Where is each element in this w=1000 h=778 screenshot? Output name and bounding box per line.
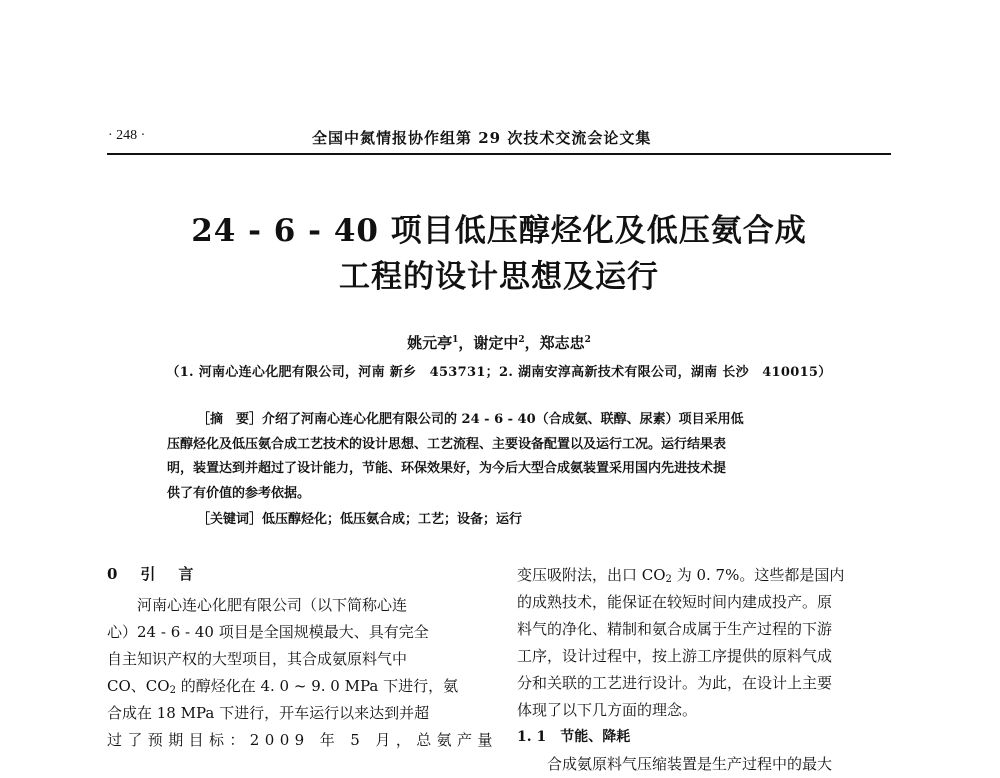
text-fragment: 变压吸附法，出口 CO: [517, 566, 666, 584]
text-fragment: 为 0. 7%。这些都是国内: [671, 566, 845, 584]
paragraph-line: 体现了以下几方面的理念。: [517, 701, 698, 719]
paragraph-line: 工序，设计过程中，按上游工序提供的原料气成: [517, 647, 833, 665]
page-number: · 248 ·: [108, 128, 146, 143]
paragraph-line: 河南心连心化肥有限公司（以下简称心连: [137, 596, 408, 614]
paper-title-line2: 工程的设计思想及运行: [339, 259, 659, 295]
subsection-heading: 1. 1 节能、降耗: [517, 729, 631, 745]
abstract-line: 供了有价值的参考依据。: [167, 485, 311, 501]
paragraph-line: 合成在 18 MPa 下进行，开车运行以来达到并超: [107, 704, 430, 722]
author-list: [107, 332, 891, 353]
affiliations: （1. 河南心连心化肥有限公司，河南 新乡 453731；2. 湖南安淳高新技术有限公司，湖南 长沙 410015）: [166, 365, 832, 380]
paragraph-line: 料气的净化、精制和氨合成属于生产过程的下游: [517, 620, 833, 638]
author-affil-marker: 2: [584, 335, 591, 345]
paragraph-line: 过了预期目标：2009 年 5 月，总氨产量: [107, 731, 498, 749]
author-separator: ，: [458, 334, 474, 352]
paragraph-line: 心）24 - 6 - 40 项目是全国规模最大、具有完全: [107, 623, 429, 641]
paper-title-line1: 24 - 6 - 40 项目低压醇烃化及低压氨合成: [191, 213, 807, 249]
abstract: [167, 408, 831, 506]
paragraph-line: 的成熟技术，能保证在较短时间内建成投产。原: [517, 593, 833, 611]
author-name: 姚元亭: [407, 334, 453, 352]
author-affil-marker: 2: [518, 335, 525, 345]
abstract-line: 明，装置达到并超过了设计能力，节能、环保效果好，为今后大型合成氨装置采用国内先进技术提: [167, 461, 727, 476]
abstract-line: 压醇烃化及低压氨合成工艺技术的设计思想、工艺流程、主要设备配置以及运行工况。运行结果表: [167, 436, 727, 452]
author-separator: ，: [524, 334, 540, 352]
text-fragment: 的醇烃化在 4. 0 ~ 9. 0 MPa 下进行，氨: [175, 677, 459, 695]
abstract-line: ［摘 要］介绍了河南心连心化肥有限公司的 24 - 6 - 40（合成氨、联醇、尿素）项目采用低: [197, 412, 744, 427]
paragraph-line: 自主知识产权的大型项目，其合成氨原料气中: [107, 650, 408, 668]
paragraph-line: 合成氨原料气压缩装置是生产过程中的最大: [547, 755, 833, 773]
subscript: 2: [665, 574, 672, 585]
paragraph-line: [107, 673, 489, 700]
running-header-title: 全国中氮情报协作组第 29 次技术交流会论文集: [312, 129, 652, 147]
paragraph-line: 分和关联的工艺进行设计。为此，在设计上主要: [517, 674, 833, 692]
author-name: 谢定中: [473, 334, 519, 352]
section-heading: 0 引 言: [107, 565, 198, 583]
paragraph-line: [517, 562, 891, 589]
body-column-right: [517, 562, 891, 778]
text-fragment: CO、CO: [107, 677, 170, 695]
author-name: 郑志忠: [539, 334, 585, 352]
author-affil-marker: 1: [452, 335, 459, 345]
subscript: 2: [169, 685, 176, 696]
header-divider: [107, 153, 891, 155]
body-column-left: [107, 562, 498, 754]
keywords: ［关键词］低压醇烃化；低压氨合成；工艺；设备；运行: [197, 512, 523, 527]
